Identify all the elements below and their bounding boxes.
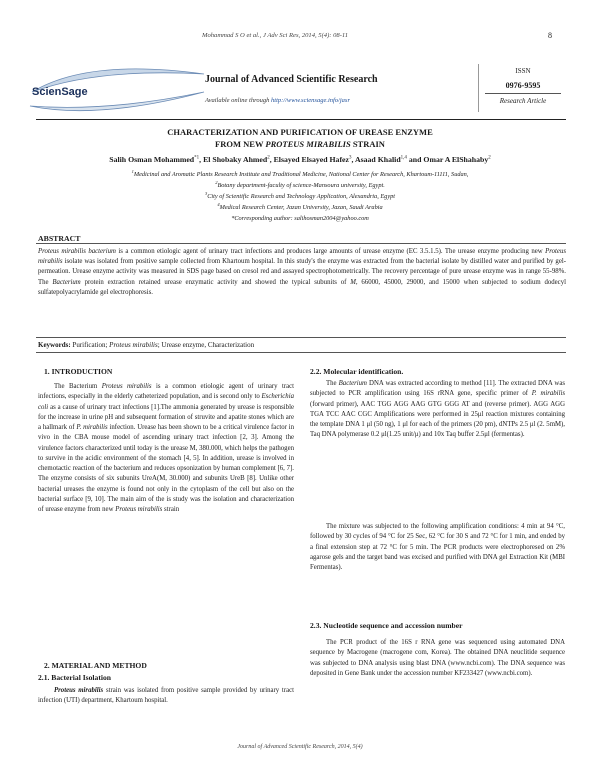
issn-value: 0976-9595	[505, 81, 541, 90]
keywords-divider-top	[36, 337, 566, 338]
abstract-heading: ABSTRACT	[38, 234, 81, 243]
molecular-identification-paragraph: The Bacterium DNA was extracted according to method [11]. The extracted DNA was subjected to PCR amplification using 16S rRNA gene, specific primer of P. mirabilis (forward primer), AAC TGG AGG AAG GTG GGG AT and (reverse primer). AGG AGG TGA TCC AAC CGC Amplifications were performed in 25μl reaction mixtures containing the template DNA 1 μl (50 ng), 1 μl for each of the primers (20 pm), dNTPs 2.5 μl (2. 5mM), Taq DNA polymerase 0.2 μl(1.25 unit/μ) and 10x Taq buffer 2.5μl (fermentas).	[310, 380, 565, 439]
abstract-text-3: protein extraction retained urease enzymatic activity and showed the typical subunits of	[80, 278, 351, 286]
isolation-text: strain was isolated from positive sample provided by urinary tract infection (UTI) department, Khartoum hospital.	[38, 687, 295, 705]
intro-text-c: as a cause of urinary tract infections [1].The ammonia generated by urease is responsible for the increase in urine pH and subsequent formation of struvite and apatite stones which are a hallmark of	[38, 403, 294, 431]
corresponding-author-text: *Corresponding author: salihosman2004@yahoo.com	[231, 215, 369, 223]
title-suffix: STRAIN	[352, 139, 385, 149]
intro-species-2: Escherichia coli	[38, 393, 294, 411]
page-footer: Journal of Advanced Scientific Research, 2014, 5(4)	[237, 744, 363, 750]
intro-text-b: is a common etiologic agent of urinary tract infections, especially in the elderly catheterized population, and is second only to	[38, 383, 295, 401]
keywords-before: Purification;	[70, 341, 110, 349]
running-head: Mohammad S O et al., J Adv Sci Res, 2014, 5(4): 08-11	[201, 32, 349, 39]
abstract-body	[38, 247, 566, 298]
author-list: Salih Osman Mohammed$^{*1}$, El Shobaky Ahmed$^2$, Elsayed Elsayed Hafez$^3$, Asaad Khalid$^{1,4}$ and Omar A ElShahaby$^2$	[109, 155, 491, 164]
subsection-heading-bacterial-isolation: 2.1. Bacterial Isolation	[38, 673, 111, 682]
article-title-line-2	[40, 139, 560, 149]
issn-label: ISSN	[515, 67, 531, 75]
author-affiliation-mark: 1,4	[400, 155, 407, 161]
nucleotide-sequence-paragraph: The PCR product of the 16S r RNA gene was sequenced using automated DNA sequence by Macrogene (macrogene com, Korea). The obtained DNA neuclitide sequence was subjected to DNA analysis using blast DNA (www.ncbi.com). The DNA sequence was deposited in Gene Bank under the accession number KF233427 (www.ncbi.com).	[310, 639, 565, 677]
intro-species-1: Proteus mirabilis	[101, 383, 152, 390]
molecular-species: P. mirabilis	[531, 390, 565, 398]
header-divider	[36, 119, 566, 120]
affiliation	[40, 191, 560, 200]
page-number: 8	[548, 31, 552, 40]
journal-url-link[interactable]: http://www.sciensage.info/jasr	[271, 97, 350, 104]
title-species: PROTEUS MIRABILIS	[265, 139, 351, 149]
section-heading-methods: 2. MATERIAL AND METHOD	[44, 661, 147, 670]
keywords	[38, 341, 566, 349]
issn-divider	[485, 93, 561, 94]
intro-species-3: P. mirabilis	[76, 424, 108, 431]
author-affiliation-mark: 2	[267, 155, 270, 161]
affiliation-text: Botany department-faculty of science-Mansoura university, Egypt.	[217, 182, 385, 190]
abstract-text-1: is a common etiologic agent of urinary tract infections and produces large amounts of urease enzyme (EC 3.5.1.5). The urease enzyme producing new	[115, 248, 546, 255]
author-name: Salih Osman Mohammed	[109, 155, 195, 164]
section-heading-introduction: 1. INTRODUCTION	[44, 367, 113, 376]
online-prefix: Available online through	[205, 97, 270, 104]
affiliation	[40, 180, 560, 189]
amplification-paragraph: The mixture was subjected to the following amplification conditions: 4 min at 94 °C, followed by 30 cycles of 94 °C for 25 Sec, 62 °C for 30 S and 72 °C for 1 min, and ended by a final extension step at 72 °C for 5 min. The PCR products were electrophoresed on 2% agarose gels and the target band was excised and purified with DNA gel Extraction Kit (MBI Fermentas).	[310, 523, 565, 571]
keywords-species: Proteus mirabilis	[109, 341, 158, 349]
intro-text-e: strain	[162, 506, 180, 513]
affiliation	[40, 169, 560, 178]
article-type: Research Article	[499, 97, 547, 105]
isolation-species: Proteus mirabilis	[54, 687, 104, 694]
affiliation-text: City of Scientific Research and Technology Application, Alexandria, Egypt	[207, 193, 396, 201]
keywords-label: Keywords:	[38, 341, 71, 349]
journal-name: Journal of Advanced Scientific Research	[205, 74, 378, 85]
affiliation-text: Medical Research Center, Jazan University, Jazan, Saudi Arabia	[219, 204, 383, 212]
intro-species-4: Proteus mirabilis	[115, 506, 163, 513]
abstract-species-4: M,	[350, 278, 358, 286]
abstract-text-2: isolate was isolated from positive sample collected from Khartoum hospital. In this study's the enzyme was extracted from the bacterial isolate by distilled water and purified by gel-permeation. Urease enzyme activity was measured in SDS page based on cresol red and assayed spectrophotometrically. The recovery percentage of pure urease enzyme was in range 55-98%. The	[38, 258, 566, 286]
title-prefix: FROM NEW	[215, 139, 264, 149]
affiliation-mark: 4	[217, 202, 220, 207]
author-name: Elsayed Elsayed Hafez	[273, 155, 349, 164]
online-availability	[205, 97, 465, 104]
author-affiliation-mark: 2	[488, 155, 491, 161]
abstract-divider	[36, 243, 566, 244]
intro-text-a: The Bacterium	[54, 383, 102, 390]
molecular-genus: Bacterium	[338, 380, 367, 387]
bacterial-isolation-paragraph	[38, 686, 294, 707]
logo-wordmark: ScienSage	[32, 86, 88, 98]
affiliation-mark: 1	[131, 169, 134, 174]
affiliation-mark: 3	[204, 191, 208, 196]
abstract-genus-3: Bacterium	[52, 278, 81, 286]
article-title-line-1: CHARACTERIZATION AND PURIFICATION OF UREASE ENZYME	[167, 127, 433, 137]
author-affiliation-mark: 3	[348, 155, 352, 161]
keywords-after: ; Urease enzyme, Characterization	[157, 341, 255, 349]
author-name: Asaad Khalid	[354, 155, 401, 164]
subsection-heading-molecular-identification: 2.2. Molecular identification.	[310, 367, 404, 376]
affiliation-text: Medicinal and Aromatic Plants Research Institute and Traditional Medicine, National Center for Research, Khartoum-11111, Sudan,	[133, 171, 469, 179]
introduction-paragraph	[38, 382, 294, 515]
corresponding-author	[40, 213, 560, 222]
intro-text-d: infection. Urease has been shown to be a critical virulence factor in vivo in the CBA mouse model of ascending urinary tract infection [2, 3]. Among the virulence factors characterized until today is the urease M, 380.000, which helps the pathogen to survive in the acidic environment of the stomach [4, 5]. In addition, urease is involved in chemotactic reaction of the bacterium and reduces opsonization by human complement [6, 7]. The enzyme consists of six subunits UreA(M, 30.000) and subunits UreB [8]. Unlike other bacterial ureases the enzyme is found not only in the cytoplasm of the cell but also on the bacterial surface [9, 10]. The main aim of the is study was the isolation and characterization of urease enzyme from new	[38, 424, 294, 513]
abstract-species-2: Proteus mirabilis	[38, 248, 566, 266]
subsection-heading-nucleotide-sequence: 2.3. Nucleotide sequence and accession number	[310, 621, 463, 630]
author-name: El Shobaky Ahmed	[203, 155, 268, 164]
molecular-text-b: (forward primer), AAC TGG AGG AAG GTG GGG AT and (reverse primer). AGG AGG TGA TCC AAC CGC Amplifications were performed in 25μl reaction mixtures containing the template DNA 1 μl (50 ng), 1 μl for each of the primers (20 pm), dNTPs 2.5 μl (2. 5mM), Taq DNA polymerase 0.2 μl(1.25 unit/μ) and 10x Taq buffer 2.5μl (fermentas).	[310, 400, 565, 439]
molecular-text-a: DNA was extracted according to method [11]. The extracted DNA was subjected to PCR amplification using 16S rRNA gene, specific primer of	[310, 380, 565, 398]
affiliation	[40, 202, 560, 211]
sciensage-logo	[28, 62, 208, 112]
abstract-genus-species: Proteus mirabilis bacterium	[38, 248, 116, 255]
author-affiliation-mark: *1	[194, 155, 200, 161]
abstract-text-4: 66000, 45000, 29000, and 15000 when subjected to sodium dodecyl sulfatepolyacrylamide gel electrophoresis.	[38, 278, 566, 296]
affiliation-mark: 2	[215, 180, 218, 185]
keywords-divider-bottom	[36, 352, 566, 353]
issn-box	[478, 64, 566, 112]
author-name: Omar A ElShahaby	[423, 155, 489, 164]
